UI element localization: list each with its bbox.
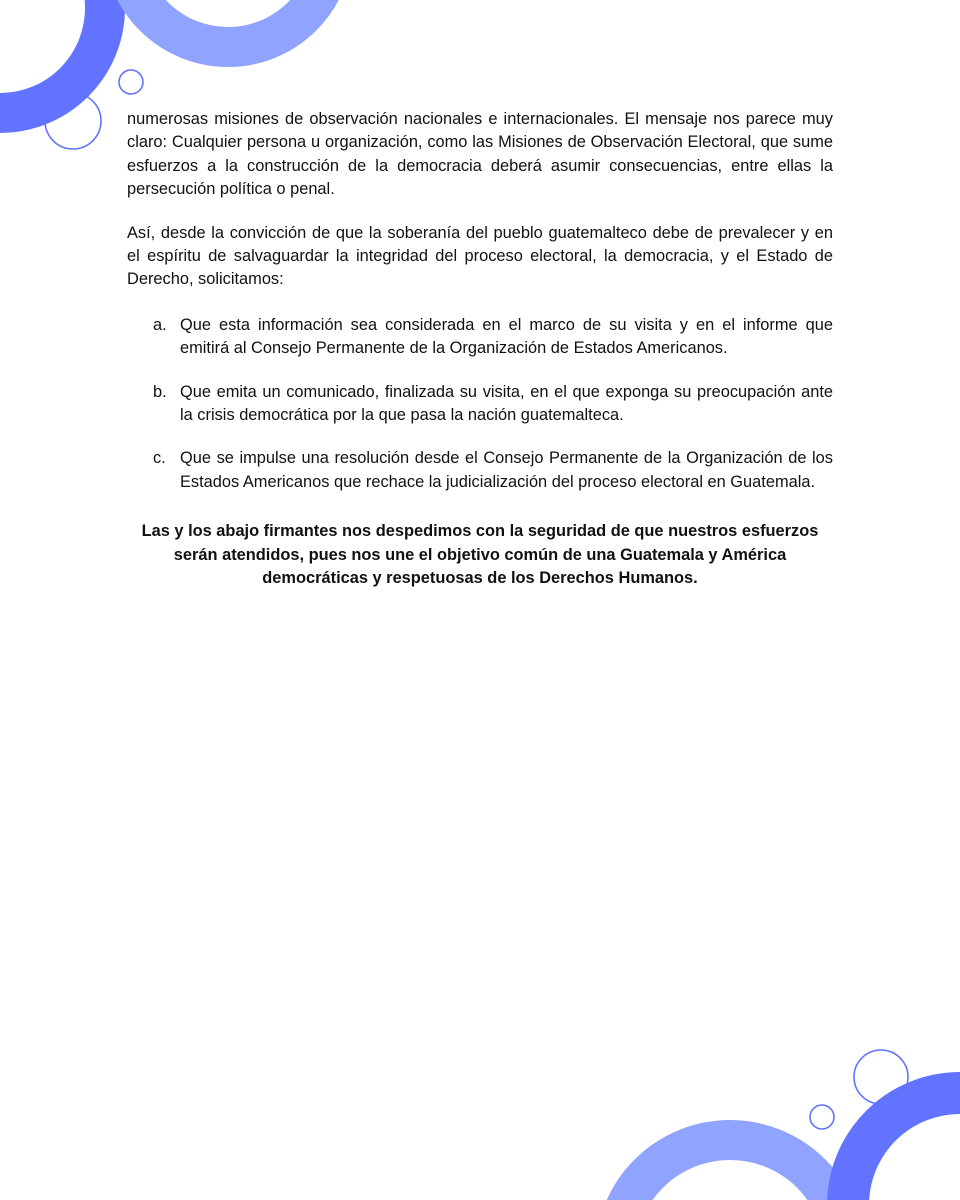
bottom-right-medium-outline [854, 1050, 908, 1104]
list-item [127, 381, 833, 428]
paragraph-requests-intro: Así, desde la convicción de que la soberanía del pueblo guatemalteco debe de prevalecer y en el espíritu de salvaguardar la integridad del proceso electoral, la democracia, y el Estado de Derecho, solicitamos: [127, 223, 833, 289]
bottom-right-ring-light [615, 1140, 845, 1200]
list-marker: b. [153, 382, 167, 401]
requests-list [127, 314, 833, 494]
bottom-right-ring-dark [848, 1093, 960, 1200]
list-marker: c. [153, 449, 166, 468]
bottom-right-small-outline [810, 1105, 834, 1129]
list-item [127, 447, 833, 494]
document-body [127, 108, 833, 591]
top-left-small-outline [119, 70, 143, 94]
list-item-text: Que esta información sea considerada en el marco de su visita y en el informe que emitirá al Consejo Permanente de la Organización de Estados Americanos. [180, 315, 833, 358]
list-item-text: Que emita un comunicado, finalizada su visita, en el que exponga su preocupación ante la crisis democrática por la que pasa la nación guatemalteca. [180, 382, 833, 425]
closing-statement: Las y los abajo firmantes nos despedimos con la seguridad de que nuestros esfuerzos serán atendidos, pues nos une el objetivo común de una Guatemala y América democráticas y respetuosas de los Derechos Humanos. [141, 522, 819, 588]
list-marker: a. [153, 315, 167, 334]
list-item-text: Que se impulse una resolución desde el Consejo Permanente de la Organización de los Estados Americanos que rechace la judicialización del proceso electoral en Guatemala. [180, 449, 833, 491]
list-item [127, 314, 833, 361]
top-left-ring-dark [0, 0, 105, 113]
top-left-ring-light [123, 0, 333, 47]
top-left-medium-outline [45, 93, 101, 149]
paragraph-observation-missions: numerosas misiones de observación nacionales e internacionales. El mensaje nos parece muy claro: Cualquier persona u organización, como las Misiones de Observación Electoral, que sume esfuerzos a la construcción de la democracia deberá asumir consecuencias, entre ellas la persecución política o penal. [127, 110, 833, 199]
